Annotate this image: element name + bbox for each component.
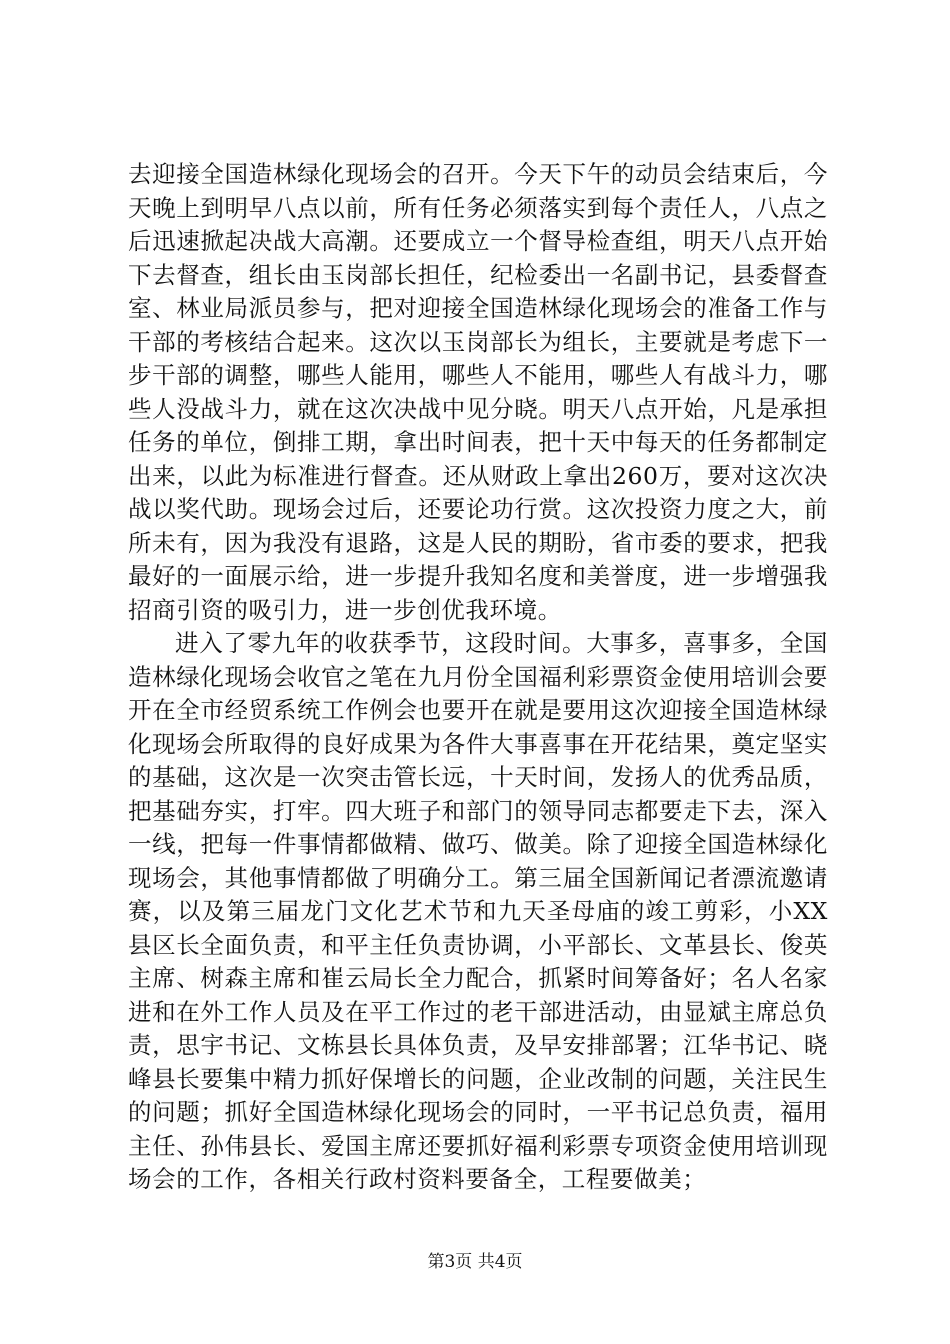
- paragraph-1: 去迎接全国造林绿化现场会的召开。今天下午的动员会结束后，今天晚上到明早八点以前，所有任务必须落实到每个责任人，八点之后迅速掀起决战大高潮。还要成立一个督导检查组，明天八点开始下去督查，组长由玉岗部长担任，纪检委出一名副书记，县委督查室、林业局派员参与，把对迎接全国造林绿化现场会的准备工作与干部的考核结合起来。这次以玉岗部长为组长，主要就是考虑下一步干部的调整，哪些人能用，哪些人不能用，哪些人有战斗力，哪些人没战斗力，就在这次决战中见分晓。明天八点开始，凡是承担任务的单位，倒排工期，拿出时间表，把十天中每天的任务都制定出来，以此为标准进行督查。还从财政上拿出260万，要对这次决战以奖代助。现场会过后，还要论功行赏。这次投资力度之大，前所未有，因为我没有退路，这是人民的期盼，省市委的要求，把我最好的一面展示给，进一步提升我知名度和美誉度，进一步增强我招商引资的吸引力，进一步创优我环境。: [128, 160, 828, 624]
- page-number-footer: 第3页 共4页: [427, 1252, 523, 1272]
- paragraph-2: 进入了零九年的收获季节，这段时间。大事多，喜事多，全国造林绿化现场会收官之笔在九月份全国福利彩票资金使用培训会要开在全市经贸系统工作例会也要开在就是要用这次迎接全国造林绿化现场会所取得的良好成果为各件大事喜事在开花结果，奠定坚实的基础，这次是一次突击管长远，十天时间，发扬人的优秀品质，把基础夯实，打牢。四大班子和部门的领导同志都要走下去，深入一线，把每一件事情都做精、做巧、做美。除了迎接全国造林绿化现场会，其他事情都做了明确分工。第三届全国新闻记者漂流邀请赛，以及第三届龙门文化艺术节和九天圣母庙的竣工剪彩，小XX县区长全面负责，和平主任负责协调，小平部长、文革县长、俊英主席、树森主席和崔云局长全力配合，抓紧时间筹备好；名人名家进和在外工作人员及在平工作过的老干部进活动，由显斌主席总负责，思宇书记、文栋县长具体负责，及早安排部署；江华书记、晓峰县长要集中精力抓好保增长的问题，企业改制的问题，关注民生的问题；抓好全国造林绿化现场会的同时，一平书记总负责，福用主任、孙伟县长、爱国主席还要抓好福利彩票专项资金使用培训现场会的工作，各相关行政村资料要备全，工程要做美；: [128, 629, 828, 1193]
- document-body: [128, 158, 828, 1197]
